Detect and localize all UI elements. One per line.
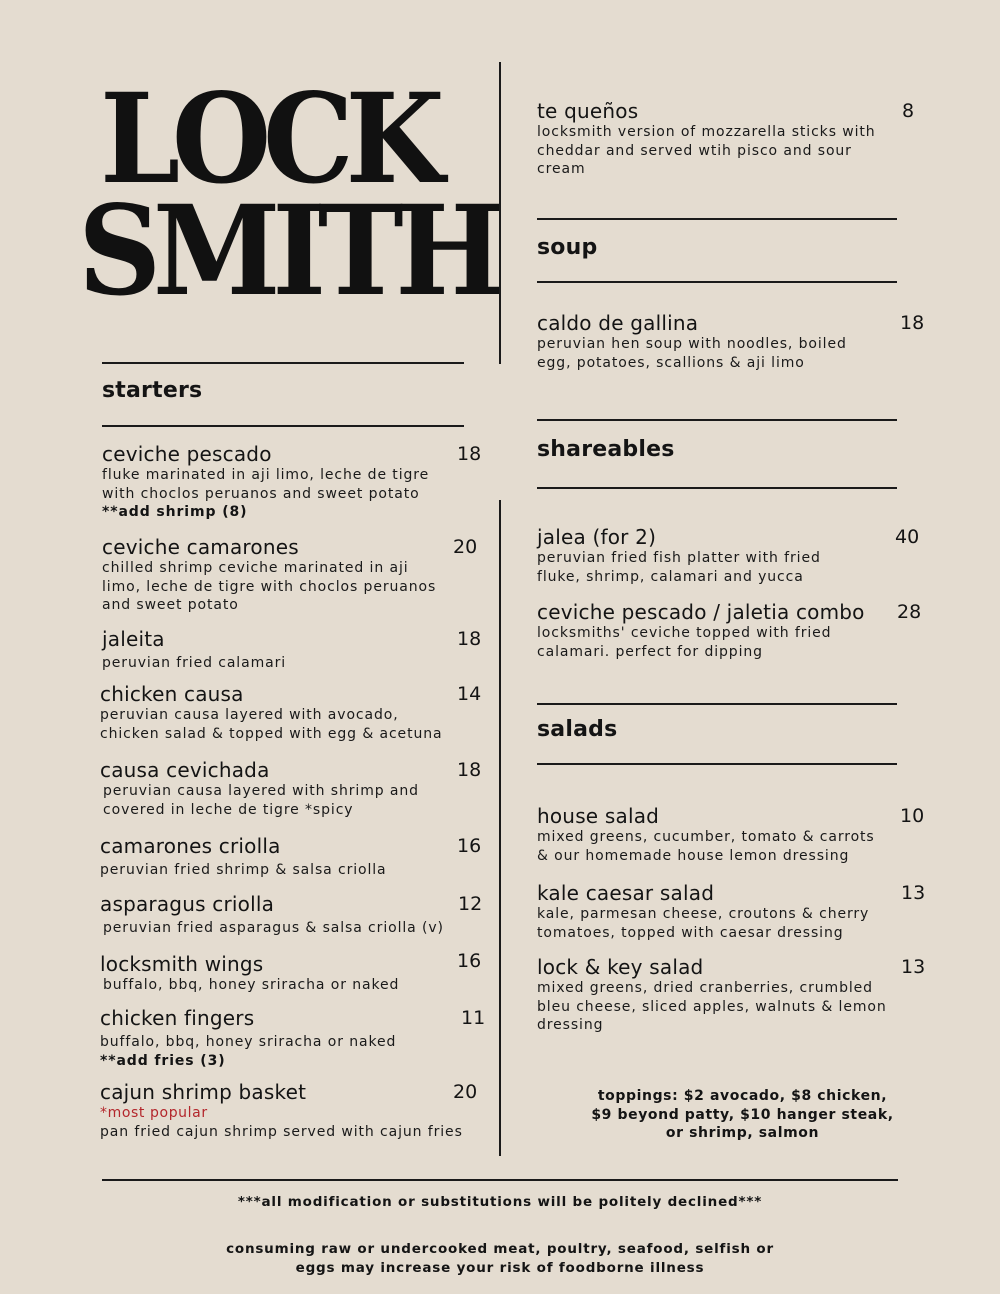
item-description: mixed greens, dried cranberries, crumbled bleu cheese, sliced apples, walnuts & lemon dressing <box>537 980 887 1033</box>
section-title-salads: salads <box>537 717 618 742</box>
menu-item <box>100 682 482 743</box>
item-description: locksmiths' ceviche topped with fried calamari. perfect for dipping <box>537 625 832 660</box>
section-title-starters: starters <box>102 378 203 403</box>
item-name: ceviche pescado <box>102 442 272 466</box>
salads-rule-top <box>537 703 897 705</box>
item-price: 10 <box>900 805 925 827</box>
item-name: caldo de gallina <box>537 311 699 335</box>
logo-line-2: SMITH <box>78 179 496 324</box>
menu-item <box>100 1006 486 1070</box>
starters-rule-bottom <box>102 425 464 427</box>
column-divider-bottom <box>499 500 501 1156</box>
item-name: ceviche pescado / jaletia combo <box>537 600 865 624</box>
menu-item <box>537 955 926 1035</box>
item-price: 18 <box>457 759 482 781</box>
item-name: jalea (for 2) <box>537 525 657 549</box>
item-price: 13 <box>901 882 926 904</box>
menu-item <box>100 834 482 880</box>
menu-item <box>537 804 925 865</box>
item-description: locksmith version of mozzarella sticks with cheddar and served wtih pisco and sour cream <box>537 124 876 177</box>
item-name: te queños <box>537 99 639 123</box>
menu-item <box>100 758 482 819</box>
item-name: chicken fingers <box>100 1006 255 1030</box>
foodborne-illness-warning: consuming raw or undercooked meat, poultry, seafood, selfish or eggs may increase your risk of foodborne illness <box>226 1241 774 1276</box>
item-price: 11 <box>461 1007 486 1029</box>
menu-item <box>102 535 478 615</box>
item-description: peruvian fried calamari <box>102 655 287 671</box>
item-price: 13 <box>901 956 926 978</box>
item-price: 16 <box>457 835 482 857</box>
item-price: 18 <box>457 628 482 650</box>
item-description: peruvian fried fish platter with fried fluke, shrimp, calamari and yucca <box>537 550 821 585</box>
menu-item <box>100 950 482 995</box>
item-name: house salad <box>537 804 660 828</box>
footer-rule <box>102 1179 898 1181</box>
item-description: peruvian fried asparagus & salsa criolla (v) <box>103 920 444 936</box>
item-price: 18 <box>457 443 482 465</box>
item-description: peruvian causa layered with shrimp and covered in leche de tigre *spicy <box>103 783 419 818</box>
menu-item <box>102 442 482 522</box>
item-price: 20 <box>453 1081 478 1103</box>
item-name: camarones criolla <box>100 834 281 858</box>
shareables-rule-top <box>537 419 897 421</box>
column-divider-top <box>499 62 501 364</box>
menu-item <box>537 525 922 586</box>
menu-item <box>100 1080 478 1141</box>
section-title-soup: soup <box>537 235 598 260</box>
soup-rule-bottom <box>537 281 897 283</box>
item-description: fluke marinated in aji limo, leche de tigre with choclos peruanos and sweet potato <box>102 467 430 502</box>
most-popular-badge: *most popular <box>100 1105 208 1121</box>
item-name: chicken causa <box>100 682 244 706</box>
item-description: peruvian hen soup with noodles, boiled egg, potatoes, scallions & aji limo <box>537 336 847 371</box>
menu-item <box>537 311 925 372</box>
item-addon-note: **add shrimp (8) <box>102 504 248 520</box>
item-description: pan fried cajun shrimp served with cajun fries <box>100 1123 463 1140</box>
menu-item <box>537 99 917 179</box>
item-price: 8 <box>902 100 915 122</box>
item-description: peruvian fried shrimp & salsa criolla <box>100 862 387 878</box>
logo-line-1: LOCK <box>100 67 437 212</box>
item-name: cajun shrimp basket <box>100 1080 307 1104</box>
item-description: mixed greens, cucumber, tomato & carrots & our homemade house lemon dressing <box>537 829 875 864</box>
item-price: 18 <box>900 312 925 334</box>
salads-rule-bottom <box>537 763 897 765</box>
item-description: peruvian causa layered with avocado, chicken salad & topped with egg & acetuna <box>100 707 443 742</box>
item-description: buffalo, bbq, honey sriracha or naked <box>100 1034 397 1050</box>
item-price: 40 <box>895 526 920 548</box>
menu-item <box>537 600 922 661</box>
item-addon-note: **add fries (3) <box>100 1052 226 1069</box>
item-description: chilled shrimp ceviche marinated in aji limo, leche de tigre with choclos peruanos and sweet potato <box>102 560 437 613</box>
shareables-rule-bottom <box>537 487 897 489</box>
item-name: asparagus criolla <box>100 892 275 916</box>
item-price: 28 <box>897 601 922 623</box>
section-title-shareables: shareables <box>537 437 675 462</box>
menu-item <box>102 627 482 673</box>
menu-item <box>537 881 926 942</box>
item-price: 12 <box>458 893 483 915</box>
item-price: 16 <box>457 950 482 972</box>
item-name: lock & key salad <box>537 955 704 979</box>
item-name: causa cevichada <box>100 758 270 782</box>
menu-item <box>100 892 483 938</box>
item-name: locksmith wings <box>100 952 264 976</box>
soup-rule-top <box>537 218 897 220</box>
item-name: kale caesar salad <box>537 881 715 905</box>
toppings-note: toppings: $2 avocado, $8 chicken, $9 beyond patty, $10 hanger steak, or shrimp, salmon <box>591 1088 894 1141</box>
item-description: buffalo, bbq, honey sriracha or naked <box>103 977 400 993</box>
starters-rule-top <box>102 362 464 364</box>
substitution-policy: ***all modification or substitutions will be politely declined*** <box>237 1194 763 1210</box>
item-name: ceviche camarones <box>102 535 299 559</box>
item-price: 14 <box>457 683 482 705</box>
item-description: kale, parmesan cheese, croutons & cherry tomatoes, topped with caesar dressing <box>537 906 870 941</box>
item-name: jaleita <box>102 627 165 651</box>
item-price: 20 <box>453 536 478 558</box>
